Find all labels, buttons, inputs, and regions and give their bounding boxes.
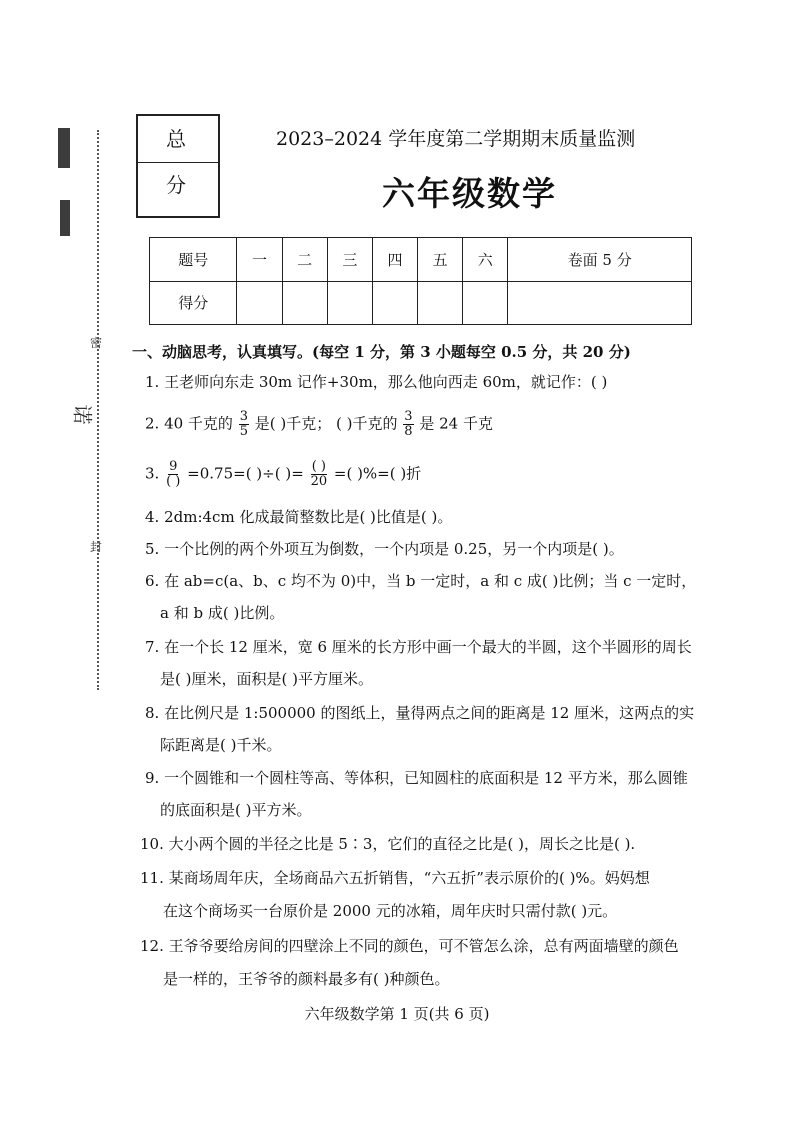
question-2 xyxy=(145,410,493,439)
score-header-cell: 四 xyxy=(372,238,417,282)
score-header-cell: 题号 xyxy=(150,238,237,282)
score-cell[interactable] xyxy=(327,281,372,325)
question-7-line-2: 是( )厘米，面积是( )平方厘米。 xyxy=(160,670,373,688)
question-7-line-1: 7. 在一个长 12 厘米，宽 6 厘米的长方形中画一个最大的半圆，这个半圆形的周长 xyxy=(145,638,692,656)
score-cell[interactable] xyxy=(237,281,282,325)
question-9-line-1: 9. 一个圆锥和一个圆柱等高、等体积，已知圆柱的底面积是 12 平方米，那么圆锥 xyxy=(145,769,688,787)
binding-mark-middle xyxy=(60,200,70,236)
exam-title: 2023–2024 学年度第二学期期末质量监测 xyxy=(276,128,636,150)
question-4: 4. 2dm:4cm 化成最简整数比是( )比值是( )。 xyxy=(145,508,453,526)
question-12-line-1: 12. 王爷爷要给房间的四壁涂上不同的颜色，可不管怎么涂，总有两面墙壁的颜色 xyxy=(140,937,679,955)
question-1: 1. 王老师向东走 30m 记作+30m，那么他向西走 60m，就记作：( ) xyxy=(145,373,608,391)
fraction-blank-over-20 xyxy=(310,460,329,489)
score-header-cell: 三 xyxy=(327,238,372,282)
question-11-line-2: 在这个商场买一台原价是 2000 元的冰箱，周年庆时只需付款( )元。 xyxy=(163,902,618,920)
question-5: 5. 一个比例的两个外项互为倒数，一个内项是 0.25，另一个内项是( )。 xyxy=(145,540,624,558)
score-table-header-row xyxy=(150,238,692,282)
fraction-numerator: 3 xyxy=(239,409,248,424)
side-seal-char-feng: 封 xyxy=(90,540,103,554)
question-3 xyxy=(145,460,421,489)
score-cell[interactable] xyxy=(463,281,508,325)
question-9-line-2: 的底面积是( )平方米。 xyxy=(160,801,312,819)
fraction-denominator: 5 xyxy=(239,424,248,439)
score-cell[interactable] xyxy=(372,281,417,325)
score-table xyxy=(149,237,692,325)
question-11-line-1: 11. 某商场周年庆，全场商品六五折销售，“六五折”表示原价的( )%。妈妈想 xyxy=(140,869,650,887)
side-seal-char-mi: 密 xyxy=(90,336,103,350)
question-3-text-c: =( )%=( )折 xyxy=(333,464,422,483)
side-handwritten-char: 诺 xyxy=(70,404,95,425)
score-cell[interactable] xyxy=(508,281,692,325)
score-table-score-row xyxy=(150,281,692,325)
question-8-line-1: 8. 在比例尺是 1:500000 的图纸上，量得两点之间的距离是 12 厘米，这两点的实 xyxy=(145,704,695,722)
score-row-label: 得分 xyxy=(150,281,237,325)
binding-mark-top xyxy=(58,128,70,168)
fraction-denominator: 8 xyxy=(404,424,413,439)
score-header-cell: 二 xyxy=(282,238,327,282)
score-header-cell: 五 xyxy=(418,238,463,282)
score-cell[interactable] xyxy=(418,281,463,325)
question-8-line-2: 际距离是( )千米。 xyxy=(160,736,282,754)
total-score-box xyxy=(136,114,220,218)
question-3-text-b: =0.75=( )÷( )= xyxy=(187,464,304,483)
section-1-heading: 一、动脑思考，认真填写。(每空 1 分，第 3 小题每空 0.5 分，共 20 分) xyxy=(132,343,631,361)
question-6-line-1: 6. 在 ab=c(a、b、c 均不为 0)中，当 b 一定时，a 和 c 成( )比例；当 c 一定时， xyxy=(145,572,697,590)
question-6-line-2: a 和 b 成( )比例。 xyxy=(160,604,285,622)
subject-title: 六年级数学 xyxy=(382,174,557,213)
fraction-numerator: 3 xyxy=(404,409,413,424)
question-10: 10. 大小两个圆的半径之比是 5∶3，它们的直径之比是( )，周长之比是( ). xyxy=(140,835,636,853)
fraction-3-8 xyxy=(403,410,413,439)
page-footer: 六年级数学第 1 页(共 6 页) xyxy=(304,1005,490,1023)
question-2-text-a: 2. 40 千克的 xyxy=(145,414,233,433)
question-12-line-2: 是一样的，王爷爷的颜料最多有( )种颜色。 xyxy=(163,970,450,988)
fraction-denominator: ( ) xyxy=(166,474,181,489)
score-header-cell: 六 xyxy=(463,238,508,282)
question-2-text-b: 是( )千克； ( )千克的 xyxy=(254,414,398,433)
score-header-cell: 卷面 5 分 xyxy=(508,238,692,282)
fraction-3-5 xyxy=(239,410,249,439)
total-score-label: 总 分 xyxy=(138,116,218,163)
fraction-denominator: 20 xyxy=(310,474,328,489)
fraction-9-over-blank xyxy=(165,460,181,489)
score-cell[interactable] xyxy=(282,281,327,325)
fraction-numerator: ( ) xyxy=(311,459,326,474)
question-2-text-c: 是 24 千克 xyxy=(419,414,493,433)
fraction-numerator: 9 xyxy=(169,459,178,474)
score-header-cell: 一 xyxy=(237,238,282,282)
question-3-text-a: 3. xyxy=(145,464,160,483)
